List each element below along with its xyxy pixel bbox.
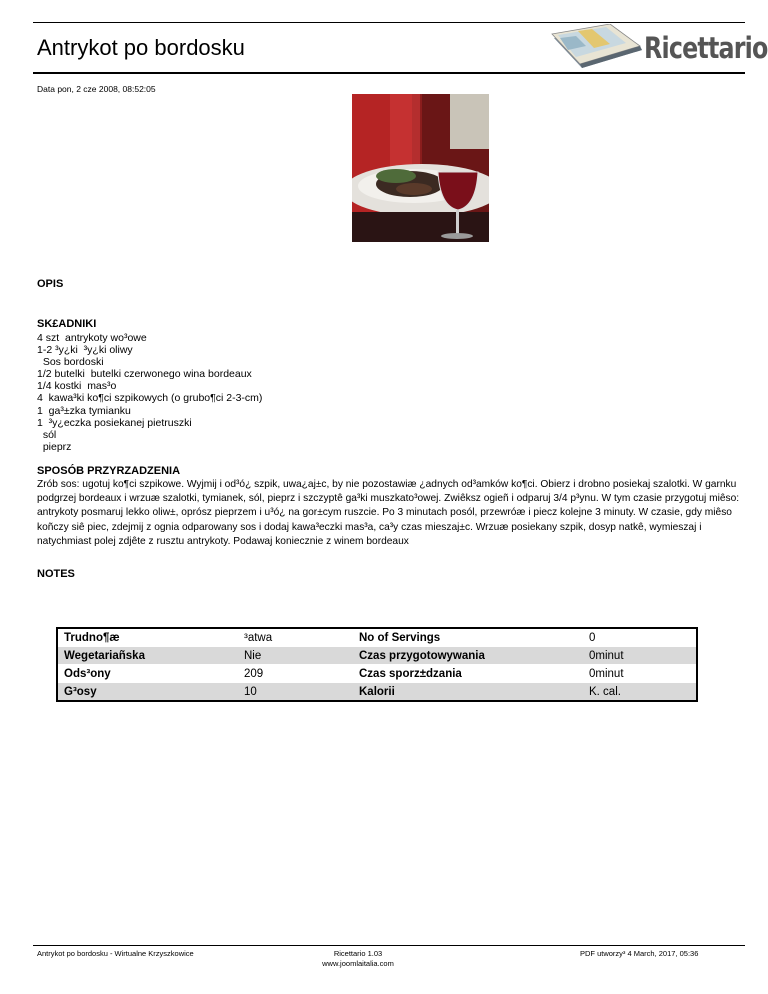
ingredients-list [37,332,262,453]
table-value: K. cal. [583,683,697,702]
table-row [57,665,697,683]
table-label: Czas sporz±dzania [353,665,583,683]
description-heading: OPIS [37,278,64,290]
footer-source: Antrykot po bordosku - Wirtualne Krzyszkowice [37,949,194,958]
footer-website: www.joomlaitalia.com [322,959,394,968]
table-value: 0 [583,628,697,647]
ingredient-item: 4 kawa³ki ko¶ci szpikowych (o grubo¶ci 2-3-cm) [37,392,263,405]
table-label: Ods³ony [57,665,238,683]
recipe-title: Antrykot po bordosku [37,35,245,60]
ingredient-item: 1 ga³±zka tymianku [37,404,131,417]
table-label: Trudno¶æ [57,628,238,647]
ingredient-item: 1/2 butelki butelki czerwonego wina bordeaux [37,368,252,381]
footer-pdf-date: PDF utworzy³ 4 March, 2017, 05:36 [580,949,699,958]
table-value: 10 [238,683,353,702]
ingredient-item: 1 ³y¿eczka posiekanej pietruszki [37,416,192,429]
notes-heading: NOTES [37,568,75,580]
table-label: Kalorii [353,683,583,702]
table-row [57,683,697,702]
ingredient-item: 4 szt antrykoty wo³owe [37,332,147,344]
ingredient-item: Sos bordoski [37,356,104,369]
ingredients-heading: SK£ADNIKI [37,318,97,330]
table-value: 209 [238,665,353,683]
ricettario-logo [548,24,768,72]
ingredient-item: pieprz [37,440,72,453]
ingredient-item: sól [37,428,57,441]
table-label: Czas przygotowywania [353,647,583,665]
table-label: G³osy [57,683,238,702]
method-text: Zrób sos: ugotuj ko¶ci szpikowe. Wyjmij i od³ó¿ szpik, uwa¿aj±c, by nie pozostawiæ ¿adnych od³amków ko¶ci. Obierz i drobno posiekaj szalotki. W garnku podgrzej bordeaux i wrzuæ szalotki, tymianek, sól, pieprz i szczyptê ga³ki muszkato³owej. Zwiêksz ogieñ i odparuj 3/4 p³ynu. W tym czasie przygotuj miêso: antrykoty posmaruj lekko oliw±, oprósz pieprzem i u³ó¿ na gor±cym ruszcie. Po 3 minutach posól, przewróæ i piecz kolejne 3 minuty. W czasie, gdy miêso koñczy siê piec, zdejmij z ognia odparowany sos i dodaj kawa³eczki mas³a, ca³y czas mieszaj±c. Wrzuæ posiekany szpik, dosyp natkê, wymieszaj i natychmiast polej zdjête z rusztu antrykoty. Podawaj koniecznie z winem bordeaux [37,479,740,547]
table-value: Nie [238,647,353,665]
logo-text: Ricettario [644,31,768,65]
table-label: No of Servings [353,628,583,647]
recipe-info-table [56,627,698,702]
footer-app-version: Ricettario 1.03 [333,949,383,958]
created-date: Data pon, 2 cze 2008, 08:52:05 [37,84,156,94]
footer-rule [33,945,745,946]
table-value: 0minut [583,647,697,665]
title-rule [33,72,745,74]
method-heading: SPOSÓB PRZYRZADZENIA [37,465,181,477]
table-row [57,628,697,647]
table-label: Wegetariañska [57,647,238,665]
ingredient-item: 1/4 kostki mas³o [37,380,117,393]
table-value: ³atwa [238,628,353,647]
ingredient-item: 1-2 ³y¿ki ³y¿ki oliwy [37,344,133,357]
recipe-book-icon [548,24,648,72]
table-value: 0minut [583,665,697,683]
table-row [57,647,697,665]
top-rule [33,22,745,23]
recipe-photo [352,94,489,242]
